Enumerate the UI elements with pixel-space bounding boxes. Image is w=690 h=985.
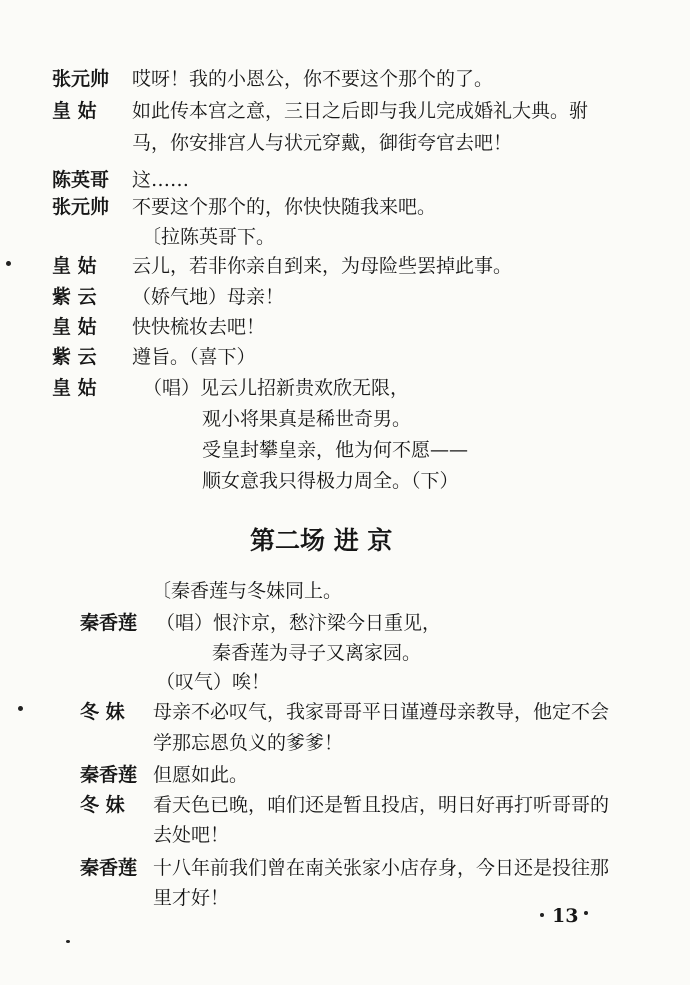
- speaker-label: 陈英哥: [52, 169, 110, 191]
- dialogue-line: 去处吧！: [153, 824, 230, 846]
- stage-direction: 〔秦香莲与冬妹同上。: [152, 580, 343, 602]
- dialogue-line: 云儿，若非你亲自到来，为母险些罢掉此事。: [132, 255, 513, 277]
- verse-line: 秦香莲为寻子又离家园。: [212, 642, 422, 664]
- dialogue-line: 不要这个那个的，你快快随我来吧。: [132, 196, 437, 218]
- dialogue-line: 十八年前我们曾在南关张家小店存身，今日还是投往那: [153, 857, 610, 879]
- dialogue-line: 快快梳妆去吧！: [132, 316, 266, 338]
- verse-line: 顺女意我只得极力周全。（下）: [202, 470, 459, 492]
- verse-line: （唱）恨汴京，愁汴梁今日重见，: [156, 612, 442, 634]
- scan-speck: [66, 940, 70, 943]
- speaker-label: 秦香莲: [80, 857, 138, 879]
- speaker-label: 皇 姑: [52, 100, 97, 122]
- dialogue-line: 马，你安排宫人与状元穿戴，御街夸官去吧！: [132, 132, 513, 154]
- speaker-label: 皇 姑: [52, 316, 97, 338]
- scan-speck: [18, 706, 23, 711]
- dialogue-line: 哎呀！我的小恩公，你不要这个那个的了。: [132, 68, 494, 90]
- dialogue-line: （娇气地）母亲！: [132, 286, 285, 308]
- speaker-label: 紫 云: [52, 286, 97, 308]
- stage-direction: （叹气）唉！: [156, 671, 271, 693]
- speaker-label: 紫 云: [52, 346, 97, 368]
- stage-direction: 〔拉陈英哥下。: [142, 226, 276, 248]
- scan-speck: [584, 911, 588, 915]
- speaker-label: 秦香莲: [80, 612, 138, 634]
- scene-heading: 第二场 进 京: [250, 526, 393, 555]
- dialogue-line: 这……: [132, 169, 190, 191]
- dialogue-line: 但愿如此。: [153, 764, 249, 786]
- speaker-label: 皇 姑: [52, 255, 97, 277]
- speaker-label: 冬 妹: [80, 701, 125, 723]
- dialogue-line: 学那忘恩负义的爹爹！: [153, 732, 344, 754]
- verse-line: 受皇封攀皇亲，他为何不愿——: [202, 439, 469, 461]
- speaker-label: 皇 姑: [52, 377, 97, 399]
- speaker-label: 秦香莲: [80, 764, 138, 786]
- dialogue-line: 母亲不必叹气，我家哥哥平日谨遵母亲教导，他定不会: [153, 701, 610, 723]
- verse-line: 观小将果真是稀世奇男。: [202, 408, 412, 430]
- speaker-label: 冬 妹: [80, 794, 125, 816]
- page-number: 13: [552, 905, 579, 927]
- speaker-label: 张元帅: [52, 196, 110, 218]
- scan-speck: [540, 913, 544, 917]
- dialogue-line: 看天色已晚，咱们还是暂且投店，明日好再打听哥哥的: [153, 794, 610, 816]
- scan-speck: [6, 261, 11, 266]
- dialogue-line: 里才好！: [153, 887, 230, 909]
- speaker-label: 张元帅: [52, 68, 110, 90]
- dialogue-line: 遵旨。（喜下）: [132, 346, 256, 368]
- verse-line: （唱）见云儿招新贵欢欣无限，: [143, 377, 410, 399]
- dialogue-line: 如此传本宫之意，三日之后即与我儿完成婚礼大典。驸: [132, 100, 589, 122]
